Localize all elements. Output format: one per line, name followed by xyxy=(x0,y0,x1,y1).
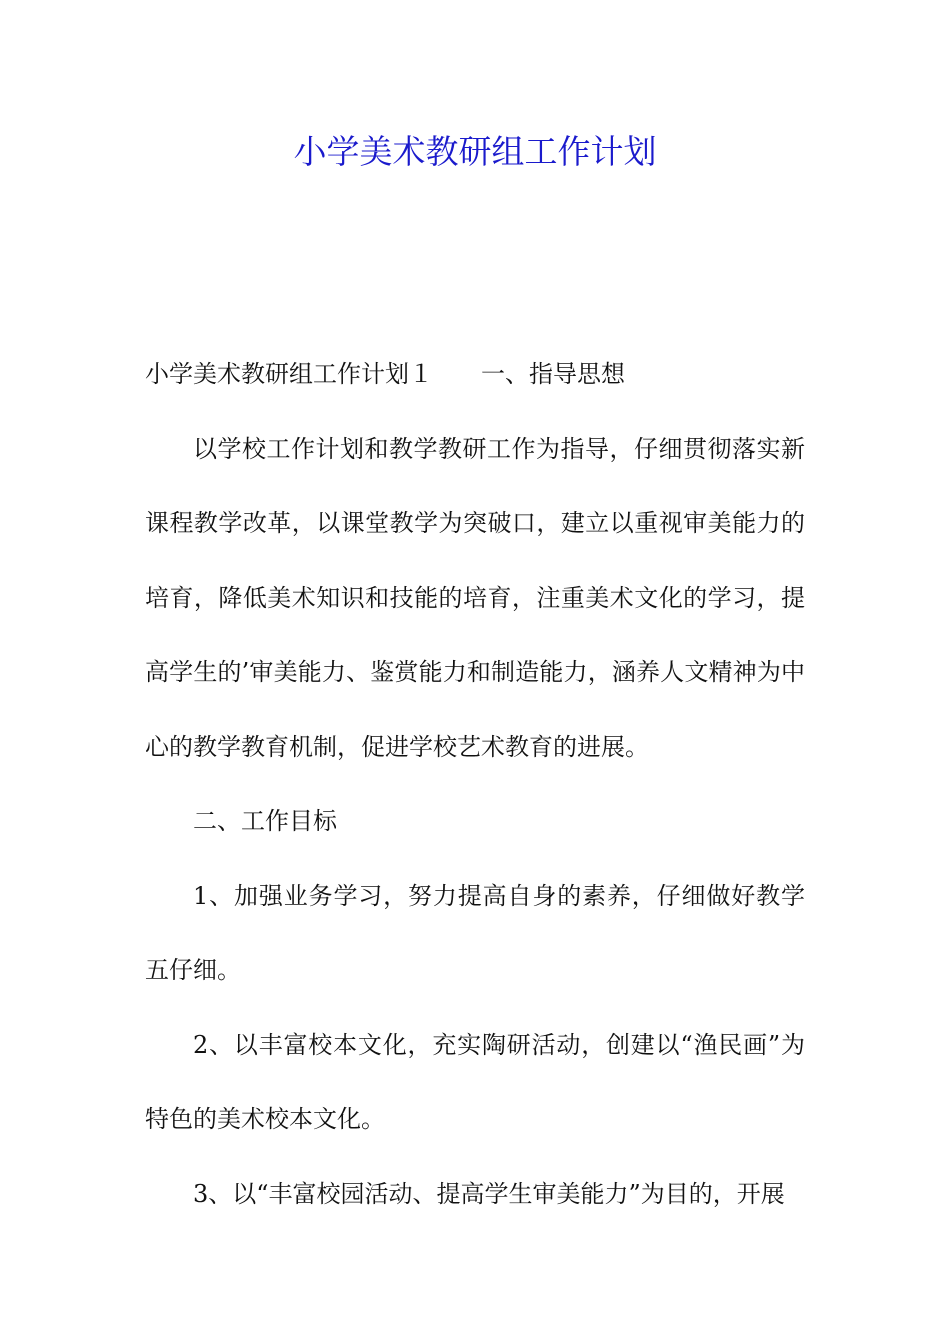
section-heading-guiding-ideology: 一、指导思想 xyxy=(481,360,625,388)
plan-subtitle: 小学美术教研组工作计划１ xyxy=(145,360,433,388)
first-line xyxy=(145,337,805,412)
paragraph-guiding-ideology: 以学校工作计划和教学教研工作为指导，仔细贯彻落实新课程教学改革，以课堂教学为突破口，建立以重视审美能力的培育，降低美术知识和技能的培育，注重美术文化的学习，提高学生的’审美能力、鉴赏能力和制造能力，涵养人文精神为中心的教学教育机制，促进学校艺术教育的进展。 xyxy=(145,434,805,761)
document-body xyxy=(145,337,805,1231)
paragraph-goal-2: 2、以丰富校本文化，充实陶研活动，创建以“渔民画”为特色的美术校本文化。 xyxy=(145,1030,805,1133)
section-heading-work-goals: 二、工作目标 xyxy=(193,807,337,835)
paragraph-goal-3: 3、以“丰富校园活动、提高学生审美能力”为目的，开展 xyxy=(193,1179,785,1208)
paragraph-goal-1: 1、加强业务学习，努力提高自身的素养，仔细做好教学五仔细。 xyxy=(145,881,805,984)
document-title: 小学美术教研组工作计划 xyxy=(293,132,657,171)
